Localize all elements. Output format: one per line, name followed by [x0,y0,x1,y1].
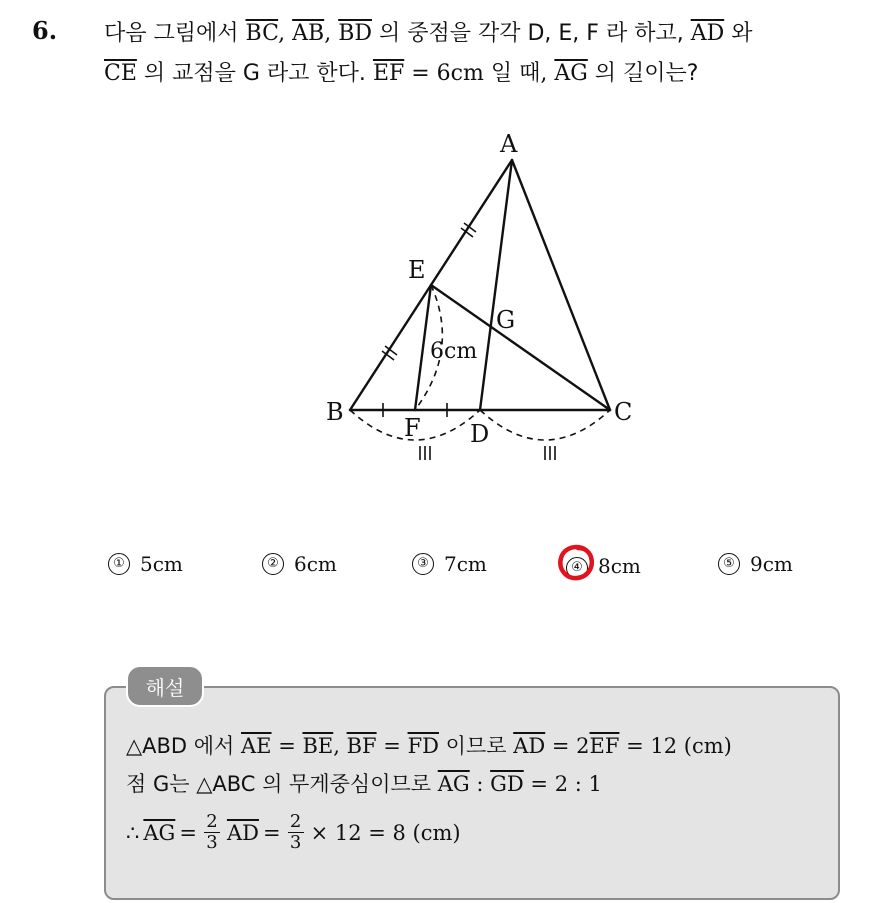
sol-segment-fd: $\overline{FD}$ [407,734,439,758]
sol-segment-ad: $\overline{AD}$ [513,734,546,758]
sol-eq: = [262,820,281,845]
choice-2-text: 6cm [294,552,337,576]
choice-2[interactable] [262,552,337,576]
fraction-denominator: 3 [289,832,302,853]
choice-4-text: 8cm [598,553,641,578]
question-text: 의 교점을 G 라고 한다. [136,61,373,86]
solution-tag: 해설 [126,665,204,707]
sol-segment-be: $\overline{BE}$ [302,734,334,758]
label-e: E [408,256,426,284]
solution-line-3 [126,812,461,853]
sol-segment-ae: $\overline{AE}$ [241,734,272,758]
question-line-2 [104,56,698,87]
sol-comma: , [333,734,347,758]
choice-5-number: ⑤ [718,553,740,575]
solution-line-1 [126,730,732,760]
segment-ef-line [415,285,431,410]
triangle-figure [300,120,660,480]
question-text: 의 중점을 각각 D, E, F 라 하고, [372,21,691,46]
choice-3[interactable] [412,552,487,576]
question-number: 6. [32,16,58,45]
choice-1[interactable] [108,552,183,576]
fraction-two-thirds [204,812,220,853]
label-a: A [500,130,518,158]
sol-result: × 12 = 8 (cm) [310,820,461,845]
fraction-numerator: 2 [289,811,302,832]
segment-bd: $\overline{BD}$ [338,21,372,46]
choice-3-text: 7cm [444,552,487,576]
question-line-1 [104,16,752,47]
segment-ce: $\overline{CE}$ [104,61,137,86]
fraction-numerator: 2 [206,811,218,832]
label-d: D [470,420,490,448]
fraction-two-thirds [288,812,304,853]
comma: , [324,21,339,46]
question-text: 의 길이는? [587,61,699,86]
sol-text: 점 G는 △ABC 의 무게중심이므로 [126,772,438,796]
question-text: 다음 그림에서 [104,21,246,46]
therefore-symbol: ∴ [126,820,140,845]
fraction-denominator: 3 [206,832,218,853]
comma: , [278,21,293,46]
dashed-arc-dc [480,410,610,440]
sol-segment-gd: $\overline{GD}$ [490,772,524,796]
sol-colon: : [469,772,491,796]
sol-text: △ABD 에서 [126,734,242,758]
label-f: F [404,414,421,442]
choice-5-text: 9cm [750,552,793,576]
sol-segment-bf: $\overline{BF}$ [346,734,377,758]
label-length-ef: 6cm [430,339,478,364]
sol-text: 이므로 [438,734,514,758]
sol-eq: = 2 [545,734,590,758]
question-text: = 6cm 일 때, [404,61,555,86]
solution-line-2 [126,768,602,798]
sol-segment-ag: $\overline{AG}$ [437,772,470,796]
label-g: G [496,306,516,334]
choice-1-number: ① [108,553,130,575]
label-b: B [326,398,344,426]
sol-eq: = [376,734,408,758]
segment-bc: $\overline{BC}$ [245,21,279,46]
segment-ad: $\overline{AD}$ [690,21,725,46]
sol-segment-ag: $\overline{AG}$ [143,820,176,845]
question-text: 와 [724,21,753,46]
sol-result: = 12 (cm) [619,734,732,758]
sol-segment-ef: $\overline{EF}$ [589,734,620,758]
choice-5[interactable] [718,552,793,576]
segment-ab: $\overline{AB}$ [292,21,325,46]
sol-eq: = [271,734,303,758]
choice-4-marked [566,552,588,579]
choice-4[interactable] [566,552,641,579]
answer-choices [0,552,884,588]
label-c: C [614,398,633,426]
segment-ac-line [512,160,610,410]
segment-ad-line [480,160,512,410]
choice-3-number: ③ [412,553,434,575]
segment-ef: $\overline{EF}$ [372,61,405,86]
sol-segment-ad: $\overline{AD}$ [226,820,259,845]
sol-ratio: = 2 : 1 [523,772,602,796]
sol-eq: = [179,820,197,845]
segment-ag: $\overline{AG}$ [554,61,588,86]
choice-1-text: 5cm [140,552,183,576]
choice-4-number: ④ [566,557,588,579]
choice-2-number: ② [262,553,284,575]
